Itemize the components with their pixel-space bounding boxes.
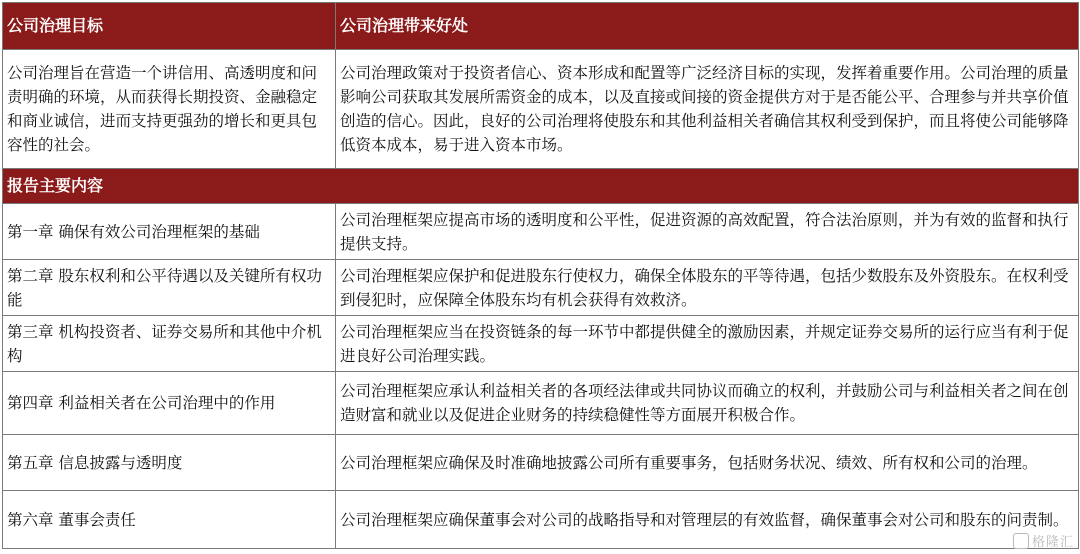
chapter-desc: 公司治理框架应提高市场的透明度和公平性，促进资源的高效配置，符合法治原则，并为有效的监督和执行提供支持。 (336, 204, 1079, 260)
chapter-desc: 公司治理框架应保护和促进股东行使权力，确保全体股东的平等待遇，包括少数股东及外资股东。在权利受到侵犯时，应保障全体股东均有机会获得有效救济。 (336, 260, 1079, 316)
chapter-title: 第五章 信息披露与透明度 (3, 435, 336, 491)
intro-row (3, 50, 1079, 169)
chapter-title: 第六章 董事会责任 (3, 491, 336, 549)
chapter-title: 第四章 利益相关者在公司治理中的作用 (3, 372, 336, 435)
header-goal: 公司治理目标 (3, 3, 336, 50)
table-header-row (3, 3, 1079, 50)
chapter-desc: 公司治理框架应承认利益相关者的各项经法律或共同协议而确立的权利，并鼓励公司与利益相关者之间在创造财富和就业以及促进企业财务的持续稳健性等方面展开积极合作。 (336, 372, 1079, 435)
governance-table (2, 2, 1079, 549)
chapter-title: 第二章 股东权利和公平待遇以及关键所有权功能 (3, 260, 336, 316)
chapter-desc: 公司治理框架应确保董事会对公司的战略指导和对管理层的有效监督，确保董事会对公司和股东的问责制。 (336, 491, 1079, 549)
table-row (3, 435, 1079, 491)
table-row (3, 204, 1079, 260)
watermark (1013, 531, 1074, 550)
goal-text: 公司治理旨在营造一个讲信用、高透明度和问责明确的环境，从而获得长期投资、金融稳定和商业诚信，进而支持更强劲的增长和更具包容性的社会。 (3, 50, 336, 169)
table-row (3, 372, 1079, 435)
chapter-desc: 公司治理框架应确保及时准确地披露公司所有重要事务，包括财务状况、绩效、所有权和公司的治理。 (336, 435, 1079, 491)
chapter-title: 第三章 机构投资者、证券交易所和其他中介机构 (3, 316, 336, 372)
table-row (3, 491, 1079, 549)
section-title: 报告主要内容 (3, 169, 1079, 204)
watermark-logo-icon (1013, 533, 1029, 549)
benefit-text: 公司治理政策对于投资者信心、资本形成和配置等广泛经济目标的实现，发挥着重要作用。公司治理的质量影响公司获取其发展所需资金的成本，以及直接或间接的资金提供方对于是否能公平、合理参与并共享价值创造的信心。因此，良好的公司治理将使股东和其他利益相关者确信其权利受到保护，而且将使公司能够降低资本成本，易于进入资本市场。 (336, 50, 1079, 169)
table-row (3, 316, 1079, 372)
table-row (3, 260, 1079, 316)
chapter-desc: 公司治理框架应当在投资链条的每一环节中都提供健全的激励因素，并规定证券交易所的运行应当有利于促进良好公司治理实践。 (336, 316, 1079, 372)
header-benefit: 公司治理带来好处 (336, 3, 1079, 50)
chapter-title: 第一章 确保有效公司治理框架的基础 (3, 204, 336, 260)
watermark-text: 格隆汇 (1031, 535, 1074, 550)
section-header-row (3, 169, 1079, 204)
